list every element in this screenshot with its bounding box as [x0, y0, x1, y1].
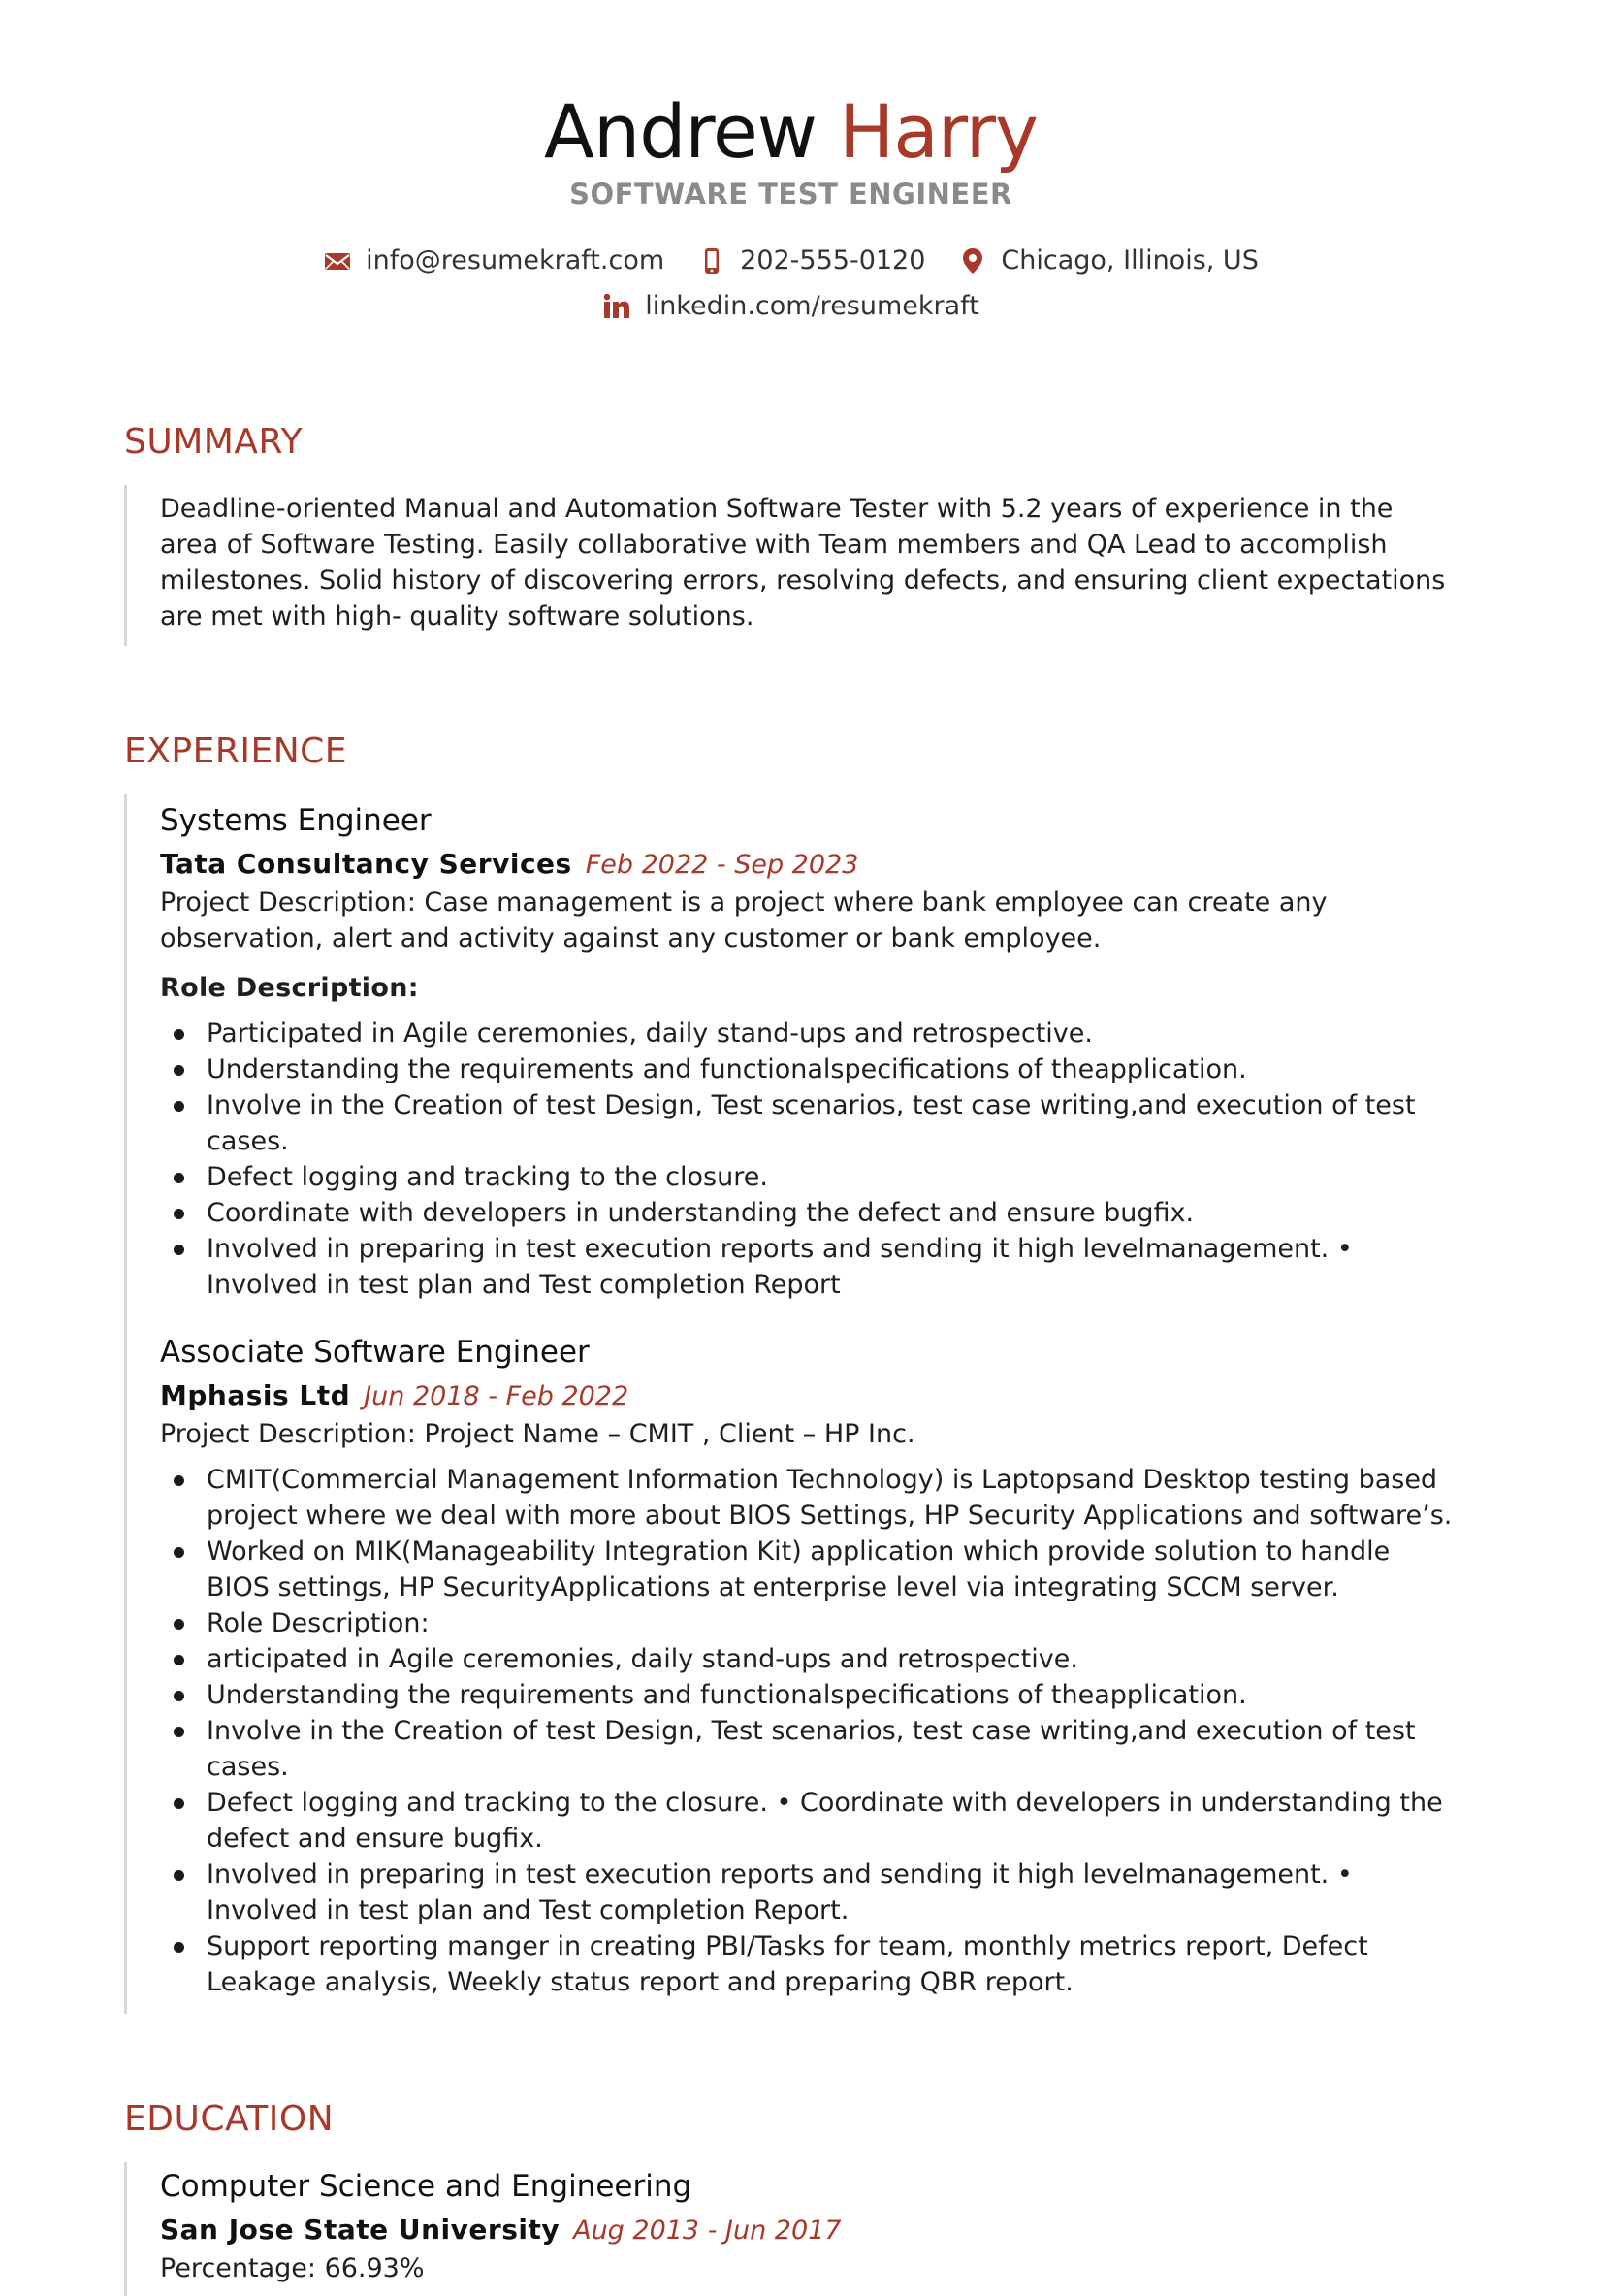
experience-body	[124, 794, 1458, 2014]
company-name: Mphasis Ltd	[160, 1379, 351, 1412]
education-entry	[160, 2162, 1458, 2296]
summary-section	[124, 422, 1458, 646]
list-item: Involve in the Creation of test Design, Test scenarios, test case writing,and execution of test cases.	[160, 1087, 1458, 1159]
list-item: Understanding the requirements and functionalspecifications of theapplication.	[160, 1677, 1458, 1713]
linkedin-icon	[602, 292, 631, 321]
experience-heading: EXPERIENCE	[124, 731, 348, 772]
job-title: Associate Software Engineer	[160, 1335, 590, 1371]
summary-text: Deadline-oriented Manual and Automation Software Tester with 5.2 years of experience in the area of Software Testing. Easily collaborative with Team members and QA Lead to accomplish milestones. Solid history of discovering errors, resolving defects, and ensuring client expectations are met with high- quality software solutions.	[160, 494, 1446, 632]
mobile-phone-icon	[697, 246, 726, 275]
contact-row-primary	[124, 245, 1458, 275]
list-item: articipated in Agile ceremonies, daily stand-ups and retrospective.	[160, 1641, 1458, 1677]
contact-row-secondary	[124, 291, 1458, 321]
school-line	[160, 2211, 1458, 2250]
list-item: Defect logging and tracking to the closure. • Coordinate with developers in understanding the defect and ensure bugfix.	[160, 1785, 1458, 1857]
job-dates: Feb 2022 - Sep 2023	[585, 850, 859, 881]
education-body	[124, 2162, 1458, 2296]
job-bullets	[160, 1016, 1458, 1303]
summary-heading: SUMMARY	[124, 422, 304, 463]
job-dates: Jun 2018 - Feb 2022	[364, 1381, 629, 1412]
first-name: Andrew	[544, 88, 817, 175]
contact-linkedin[interactable]	[602, 291, 979, 321]
phone-text[interactable]: 202-555-0120	[740, 245, 926, 276]
company-line	[160, 845, 1458, 885]
envelope-icon	[323, 246, 352, 275]
list-item: Defect logging and tracking to the closure.	[160, 1159, 1458, 1195]
education-detail: Percentage: 66.93%	[160, 2253, 425, 2284]
list-item: Involved in preparing in test execution reports and sending it high levelmanagement. • Involved in test plan and Test completion Report.	[160, 1857, 1458, 1928]
email-text[interactable]: info@resumekraft.com	[366, 245, 665, 276]
list-item: CMIT(Commercial Management Information Technology) is Laptopsand Desktop testing based project where we deal with more about BIOS Settings, HP Security Applications and software’s.	[160, 1462, 1458, 1534]
project-description: Project Description: Case management is a project where bank employee can create any observation, alert and activity against any customer or bank employee.	[160, 888, 1328, 954]
candidate-name	[124, 89, 1458, 174]
list-item: Involved in preparing in test execution reports and sending it high levelmanagement. • Involved in test plan and Test completion Report	[160, 1231, 1458, 1303]
list-item: Worked on MIK(Manageability Integration Kit) application which provide solution to handle BIOS settings, HP SecurityApplications at enterprise level via integrating SCCM server.	[160, 1534, 1458, 1605]
education-section	[124, 2099, 1458, 2296]
job-entry	[160, 1303, 1458, 2014]
contact-email[interactable]	[323, 245, 664, 275]
list-item: Involve in the Creation of test Design, Test scenarios, test case writing,and execution of test cases.	[160, 1713, 1458, 1785]
contact-phone[interactable]	[697, 245, 925, 275]
education-heading: EDUCATION	[124, 2099, 335, 2140]
experience-section	[124, 731, 1458, 2014]
location-text: Chicago, Illinois, US	[1001, 245, 1259, 276]
job-entry	[160, 794, 1458, 1303]
company-name: Tata Consultancy Services	[160, 848, 572, 881]
school-name: San Jose State University	[160, 2214, 561, 2247]
summary-body	[124, 485, 1458, 646]
resume-header	[124, 0, 1458, 321]
list-item: Understanding the requirements and functionalspecifications of theapplication.	[160, 1051, 1458, 1087]
company-line	[160, 1376, 1458, 1416]
linkedin-text[interactable]: linkedin.com/resumekraft	[645, 291, 979, 322]
list-item: Role Description:	[160, 1605, 1458, 1641]
role-description-label: Role Description:	[160, 973, 419, 1004]
last-name: Harry	[839, 88, 1038, 175]
job-title: Systems Engineer	[160, 803, 432, 839]
degree: Computer Science and Engineering	[160, 2169, 692, 2205]
map-pin-icon	[958, 246, 987, 275]
list-item: Support reporting manger in creating PBI/Tasks for team, monthly metrics report, Defect Leakage analysis, Weekly status report and preparing QBR report.	[160, 1928, 1458, 2000]
project-description: Project Description: Project Name – CMIT , Client – HP Inc.	[160, 1419, 915, 1450]
job-bullets	[160, 1462, 1458, 2000]
list-item: Participated in Agile ceremonies, daily stand-ups and retrospective.	[160, 1016, 1458, 1051]
job-title-heading: SOFTWARE TEST ENGINEER	[569, 178, 1012, 211]
contact-location	[958, 245, 1258, 275]
education-dates: Aug 2013 - Jun 2017	[573, 2215, 842, 2247]
list-item: Coordinate with developers in understanding the defect and ensure bugfix.	[160, 1195, 1458, 1231]
